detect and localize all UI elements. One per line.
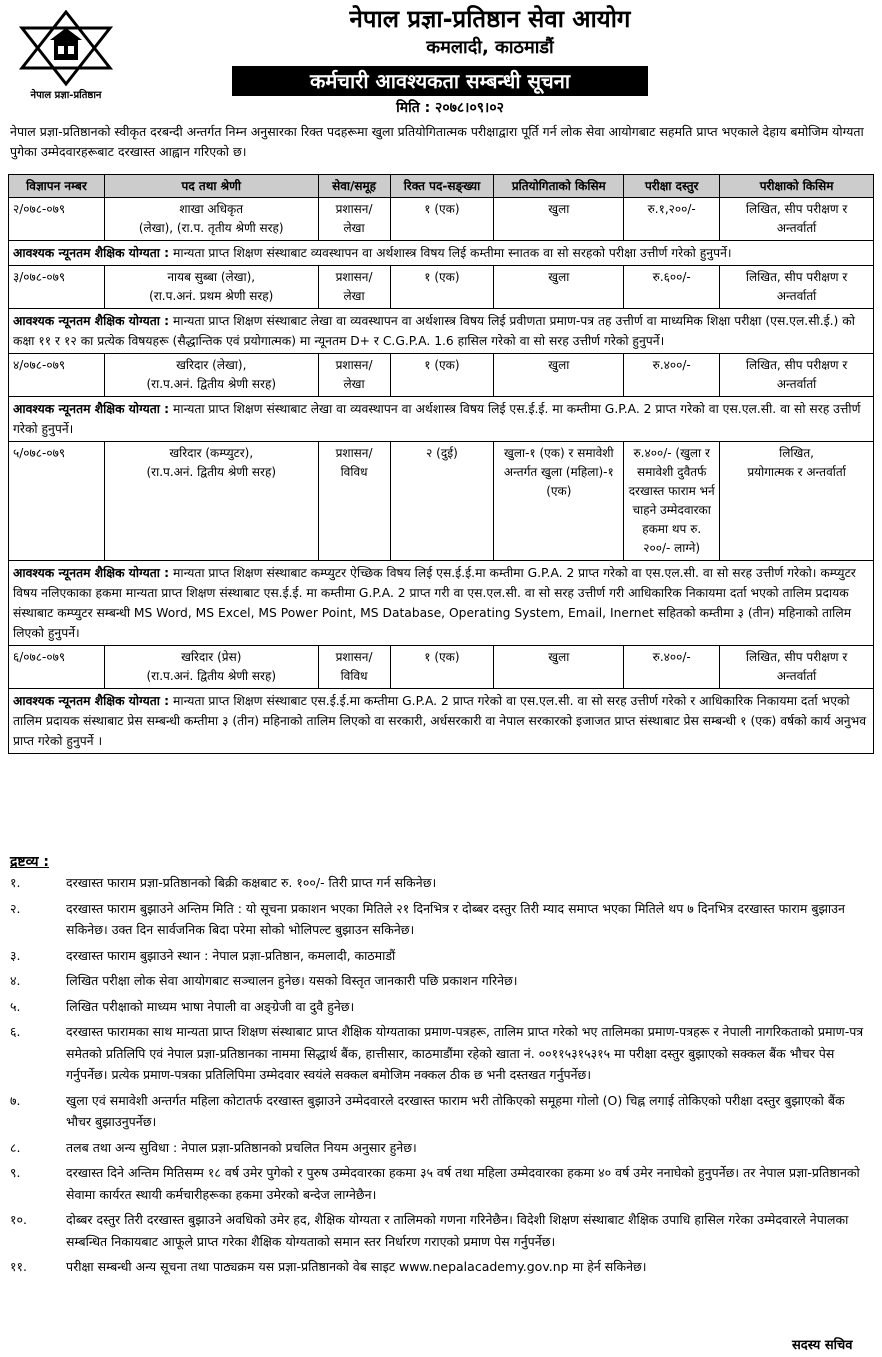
table-row (9, 646, 874, 689)
note-item (10, 1209, 872, 1252)
qualification-cell (9, 397, 874, 442)
exam-line: अन्तर्वार्ता (776, 669, 817, 683)
note-item (10, 1021, 872, 1086)
post-cell (104, 266, 318, 309)
exam-line: प्रयोगात्मक र अन्तर्वार्ता (747, 465, 846, 479)
competition-type: खुला (494, 354, 624, 397)
post-cell (104, 442, 318, 561)
vacancy-count: २ (दुई) (390, 442, 494, 561)
vacancy-count: १ (एक) (390, 198, 494, 241)
note-number: ३. (10, 947, 21, 963)
group-line: विविध (340, 669, 368, 683)
post-grade: (रा.प.अनं. द्वितीय श्रेणी सरह) (146, 465, 276, 479)
exam-cell (720, 198, 874, 241)
academy-logo (14, 10, 118, 102)
qualification-cell (9, 241, 874, 266)
note-text: दरखास्त दिने अन्तिम मितिसम्म १८ वर्ष उमेर पुगेको र पुरुष उम्मेदवारका हकमा ३५ वर्ष तथा महिला उम्मेदवारका हकमा ४० वर्ष उमेर ननाघेको हुनुपर्नेछ। तर नेपाल प्रज्ञा-प्रतिष्ठानको सेवामा कार्यरत स्थायी कर्मचारीहरूका हकमा उमेरको बन्देज लाग्नेछैन। (66, 1165, 860, 1202)
notes-list (10, 872, 872, 1282)
qualification-label: आवश्यक न्यूनतम शैक्षिक योग्यता : (13, 314, 170, 328)
intro-paragraph: नेपाल प्रज्ञा-प्रतिष्ठानको स्वीकृत दरबन्दी अन्तर्गत निम्न अनुसारका रिक्त पदहरूमा खुला प्रतियोगितात्मक परीक्षाद्वारा पूर्ति गर्न लोक सेवा आयोगबाट सहमति प्राप्त भएकाले देहाय बमोजिम योग्यता पुगेका उम्मेदवारहरूबाट दरखास्त आह्वान गरिएको छ। (10, 124, 864, 159)
header-post: पद तथा श्रेणी (104, 175, 318, 198)
note-number: ७. (10, 1092, 21, 1108)
exam-line: लिखित, सीप परीक्षण र (745, 270, 848, 284)
vacancy-count: १ (एक) (390, 354, 494, 397)
post-name: खरिदार (लेखा), (176, 358, 247, 372)
competition-type: खुला-१ (एक) र समावेशी अन्तर्गत खुला (महिला)-१ (एक) (494, 442, 624, 561)
post-grade: (रा.प.अनं. प्रथम श्रेणी सरह) (149, 289, 274, 303)
table-row (9, 442, 874, 561)
post-name: शाखा अधिकृत (179, 202, 244, 216)
note-text: परीक्षा सम्बन्धी अन्य सूचना तथा पाठ्यक्रम यस प्रज्ञा-प्रतिष्ठानको वेब साइट www.nepalacademy.gov.np मा हेर्न सकिनेछ। (66, 1259, 647, 1274)
post-grade: (रा.प.अनं. द्वितीय श्रेणी सरह) (146, 377, 276, 391)
header-vacancy: रिक्त पद-सङ्ख्या (390, 175, 494, 198)
qualification-row (9, 241, 874, 266)
competition-type: खुला (494, 198, 624, 241)
post-cell (104, 646, 318, 689)
qualification-text: मान्यता प्राप्त शिक्षण संस्थाबाट लेखा वा व्यवस्थापन वा अर्थशास्त्र विषय लिई एस.ई.ई. मा कम्तीमा G.P.A. 2 प्राप्त गरेको वा एस.एल.सी. वा सो सरह उत्तीर्ण गरेको हुनुपर्ने। (13, 402, 861, 436)
service-cell (318, 266, 390, 309)
table-row (9, 266, 874, 309)
note-number: ४. (10, 973, 21, 988)
group-line: लेखा (343, 221, 365, 235)
post-name: खरिदार (कम्प्युटर), (169, 446, 254, 460)
organization-name: नेपाल प्रज्ञा-प्रतिष्ठान सेवा आयोग (349, 5, 631, 33)
exam-cell (720, 442, 874, 561)
exam-line: अन्तर्वार्ता (776, 377, 817, 391)
exam-fee: रु.४००/- (खुला र समावेशी दुवैतर्फ दरखास्त फाराम भर्न चाहने उम्मेदवारका हकमा थप रु. २००/- लाग्ने) (624, 442, 720, 561)
exam-cell (720, 646, 874, 689)
service-cell (318, 354, 390, 397)
ad-number: २/०७८-०७९ (9, 198, 105, 241)
note-number: १. (10, 875, 21, 890)
header-competition: प्रतियोगिताको किसिम (494, 175, 624, 198)
note-text: दरखास्त फाराम प्रज्ञा-प्रतिष्ठानको बिक्री कक्षबाट रु. १००/- तिरी प्राप्त गर्न सकिनेछ। (66, 875, 437, 890)
exam-line: अन्तर्वार्ता (776, 221, 817, 235)
service-line: प्रशासन/ (335, 270, 373, 284)
note-number: ८. (10, 1139, 21, 1155)
ad-number: ४/०७८-०७९ (9, 354, 105, 397)
note-item (10, 1162, 872, 1205)
exam-line: लिखित, (779, 446, 814, 460)
notice-title: कर्मचारी आवश्यकता सम्बन्धी सूचना (232, 66, 648, 96)
group-line: लेखा (343, 377, 365, 391)
note-item (10, 1137, 872, 1159)
note-number: १०. (10, 1212, 27, 1227)
table-header-row (9, 175, 874, 198)
exam-fee: रु.१,२००/- (624, 198, 720, 241)
qualification-cell (9, 309, 874, 354)
vacancy-count: १ (एक) (390, 646, 494, 689)
note-item (10, 1256, 872, 1278)
exam-line: लिखित, सीप परीक्षण र (745, 202, 848, 216)
post-name: खरिदार (प्रेस) (181, 650, 242, 664)
post-name: नायब सुब्बा (लेखा), (167, 270, 256, 284)
note-number: ९. (10, 1165, 21, 1180)
note-text: लिखित परीक्षाको माध्यम भाषा नेपाली वा अङ्ग्रेजी वा दुवै हुनेछ। (66, 998, 355, 1014)
service-line: प्रशासन/ (335, 358, 373, 372)
note-number: २. (10, 900, 21, 916)
post-cell (104, 198, 318, 241)
note-text: दरखास्त फाराम बुझाउने स्थान : नेपाल प्रज्ञा-प्रतिष्ठान, कमलादी, काठमाडौं (66, 947, 396, 963)
note-number: ६. (10, 1024, 21, 1039)
qualification-row (9, 689, 874, 754)
qualification-label: आवश्यक न्यूनतम शैक्षिक योग्यता : (13, 694, 170, 708)
note-text: दोब्बर दस्तुर तिरी दरखास्त बुझाउने अवधिको उमेर हद, शैक्षिक योग्यता र तालिमको गणना गरिनेछैन। विदेशी शिक्षण संस्थाबाट शैक्षिक उपाधि हासिल गरेका उम्मेदवारले नेपालका सम्बन्धित निकायबाट आफूले प्राप्त गरेका शैक्षिक योग्यताको समान स्तर निर्धारण गराएको प्रमाण पेस गर्नुपर्नेछ। (66, 1212, 849, 1249)
exam-line: अन्तर्वार्ता (776, 289, 817, 303)
service-cell (318, 646, 390, 689)
header-ad-no: विज्ञापन नम्बर (9, 175, 105, 198)
table-row (9, 354, 874, 397)
note-item (10, 970, 872, 992)
qualification-text: मान्यता प्राप्त शिक्षण संस्थाबाट एस.ई.ई.मा कम्तीमा G.P.A. 2 प्राप्त गरेको वा एस.एल.सी. वा सो सरह उत्तीर्ण गरेको र आधिकारिक निकायमा दर्ता भएको तालिम प्रदायक संस्थाबाट प्रेस सम्बन्धी कम्तीमा ३ (तीन) महिनाको तालिम लिएको वा सरकारी, अर्धसरकारी वा नेपाल सरकारको इजाजत प्राप्त संस्थाबाट प्रेस सम्बन्धी १ (एक) वर्षको कार्य अनुभव प्राप्त गरेको हुनुपर्ने । (13, 694, 867, 748)
qualification-text: मान्यता प्राप्त शिक्षण संस्थाबाट कम्प्युटर ऐच्छिक विषय लिई एस.ई.ई.मा कम्तीमा G.P.A. 2 प्राप्त गरेको वा एस.एल.सी. वा सो सरह उत्तीर्ण गरेको। कम्प्युटर विषय नलिएकाका हकमा मान्यता प्राप्त शिक्षण संस्थाबाट एस.ई.ई. मा कम्तीमा G.P.A. 2 प्राप्त गरी वा एस.एल.सी. वा सो सरह उत्तीर्ण गरी आधिकारिक निकायमा दर्ता भएको तालिम प्रदायक संस्थाबाट कम्प्युटर सम्बन्धी MS Word, MS Excel, MS Power Point, MS Database, Operating System, Email, Inernet सहितको कम्तीमा ३ (तीन) महिनाको तालिम लिएको हुनुपर्ने। (13, 566, 856, 640)
signature: सदस्य सचिव (792, 1338, 853, 1353)
post-grade: (लेखा), (रा.प. तृतीय श्रेणी सरह) (138, 221, 284, 235)
header-exam-type: परीक्षाको किसिम (720, 175, 874, 198)
competition-type: खुला (494, 646, 624, 689)
exam-fee: रु.४००/- (624, 354, 720, 397)
header-service: सेवा/समूह (318, 175, 390, 198)
group-line: विविध (340, 465, 368, 479)
notes-heading: द्रष्टव्य : (10, 854, 49, 870)
service-cell (318, 442, 390, 561)
competition-type: खुला (494, 266, 624, 309)
qualification-label: आवश्यक न्यूनतम शैक्षिक योग्यता : (13, 246, 170, 260)
vacancy-table (8, 174, 874, 754)
post-grade: (रा.प.अनं. द्वितीय श्रेणी सरह) (146, 669, 276, 683)
exam-cell (720, 266, 874, 309)
service-cell (318, 198, 390, 241)
note-item (10, 872, 872, 894)
qualification-cell (9, 561, 874, 646)
note-item (10, 898, 872, 941)
note-text: दरखास्त फारामका साथ मान्यता प्राप्त शिक्षण संस्थाबाट प्राप्त शैक्षिक योग्यताका प्रमाण-पत्रहरू, तालिम प्राप्त गरेको भए तालिमका प्रमाण-पत्रहरू र नेपाली नागरिकताको प्रमाण-पत्र समेतको प्रतिलिपि एवं नेपाल प्रज्ञा-प्रतिष्ठानका नाममा सिद्धार्थ बैंक, हात्तीसार, काठमाडौंमा रहेको खाता नं. ००११५३१५३१५ मा परीक्षा दस्तुर बुझाएको सक्कल बैंक भौचर पेस गर्नुपर्नेछ। प्रत्येक प्रमाण-पत्रका प्रतिलिपिमा उम्मेदवार स्वयंले सक्कल बमोजिम नक्कल ठीक छ भनी दस्तखत गर्नुपर्नेछ। (66, 1024, 864, 1082)
ad-number: ६/०७८-०७९ (9, 646, 105, 689)
group-line: लेखा (343, 289, 365, 303)
note-number: ११. (10, 1259, 27, 1274)
note-text: दरखास्त फाराम बुझाउने अन्तिम मिति : यो सूचना प्रकाशन भएका मितिले २१ दिनभित्र र दोब्बर दस्तुर तिरी म्याद समाप्त भएका मितिले थप ७ दिनभित्र दरखास्त फाराम बुझाउन सकिनेछ। उक्त दिन सार्वजनिक बिदा परेमा सोको भोलिपल्ट बुझाउन सकिनेछ। (66, 900, 845, 937)
ad-number: ५/०७८-०७९ (9, 442, 105, 561)
qualification-text: मान्यता प्राप्त शिक्षण संस्थाबाट लेखा वा व्यवस्थापन वा अर्थशास्त्र विषय लिई प्रवीणता प्रमाण-पत्र तह उत्तीर्ण वा माध्यमिक शिक्षा परीक्षा (एस.एल.सी.ई.) को कक्षा ११ र १२ का प्रत्येक विषयहरू (सैद्धान्तिक एवं प्रयोगात्मक) मा न्यूनतम D+ र C.G.P.A. 1.6 हासिल गरेको वा सो सरह उत्तीर्ण गरेको हुनुपर्ने। (13, 314, 855, 348)
logo-text: नेपाल प्रज्ञा-प्रतिष्ठान (30, 90, 102, 101)
note-text: तलब तथा अन्य सुविधा : नेपाल प्रज्ञा-प्रतिष्ठानको प्रचलित नियम अनुसार हुनेछ। (66, 1139, 417, 1155)
exam-fee: रु.४००/- (624, 646, 720, 689)
organization-place: कमलादी, काठमाडौं (426, 37, 554, 58)
qualification-row (9, 397, 874, 442)
note-text: लिखित परीक्षा लोक सेवा आयोगबाट सञ्चालन हुनेछ। यसको विस्तृत जानकारी पछि प्रकाशन गरिनेछ। (66, 973, 518, 988)
qualification-label: आवश्यक न्यूनतम शैक्षिक योग्यता : (13, 566, 170, 580)
note-item (10, 1090, 872, 1133)
notice-date: मिति : २०७८।०९।०२ (396, 100, 504, 116)
qualification-row (9, 309, 874, 354)
service-line: प्रशासन/ (335, 202, 373, 216)
table-row (9, 198, 874, 241)
header-fee: परीक्षा दस्तुर (624, 175, 720, 198)
qualification-label: आवश्यक न्यूनतम शैक्षिक योग्यता : (13, 402, 170, 416)
qualification-row (9, 561, 874, 646)
qualification-cell (9, 689, 874, 754)
note-number: ५. (10, 998, 21, 1014)
note-item (10, 996, 872, 1018)
post-cell (104, 354, 318, 397)
exam-line: लिखित, सीप परीक्षण र (745, 650, 848, 664)
exam-fee: रु.६००/- (624, 266, 720, 309)
vacancy-count: १ (एक) (390, 266, 494, 309)
service-line: प्रशासन/ (335, 650, 373, 664)
qualification-text: मान्यता प्राप्त शिक्षण संस्थाबाट व्यवस्थापन वा अर्थशास्त्र विषय लिई कम्तीमा स्नातक वा सो सरहको परीक्षा उत्तीर्ण गरेको हुनुपर्ने। (173, 246, 732, 260)
exam-line: लिखित, सीप परीक्षण र (745, 358, 848, 372)
ad-number: ३/०७८-०७९ (9, 266, 105, 309)
note-item (10, 945, 872, 967)
service-line: प्रशासन/ (335, 446, 373, 460)
exam-cell (720, 354, 874, 397)
note-text: खुला एवं समावेशी अन्तर्गत महिला कोटातर्फ दरखास्त बुझाउने उम्मेदवारले दरखास्त फाराम भरी तोकिएको समूहमा गोलो (O) चिह्न लगाई तोकिएको परीक्षा दस्तुर बुझाएको बैंक भौचर बुझाउनुपर्नेछ। (66, 1092, 845, 1129)
